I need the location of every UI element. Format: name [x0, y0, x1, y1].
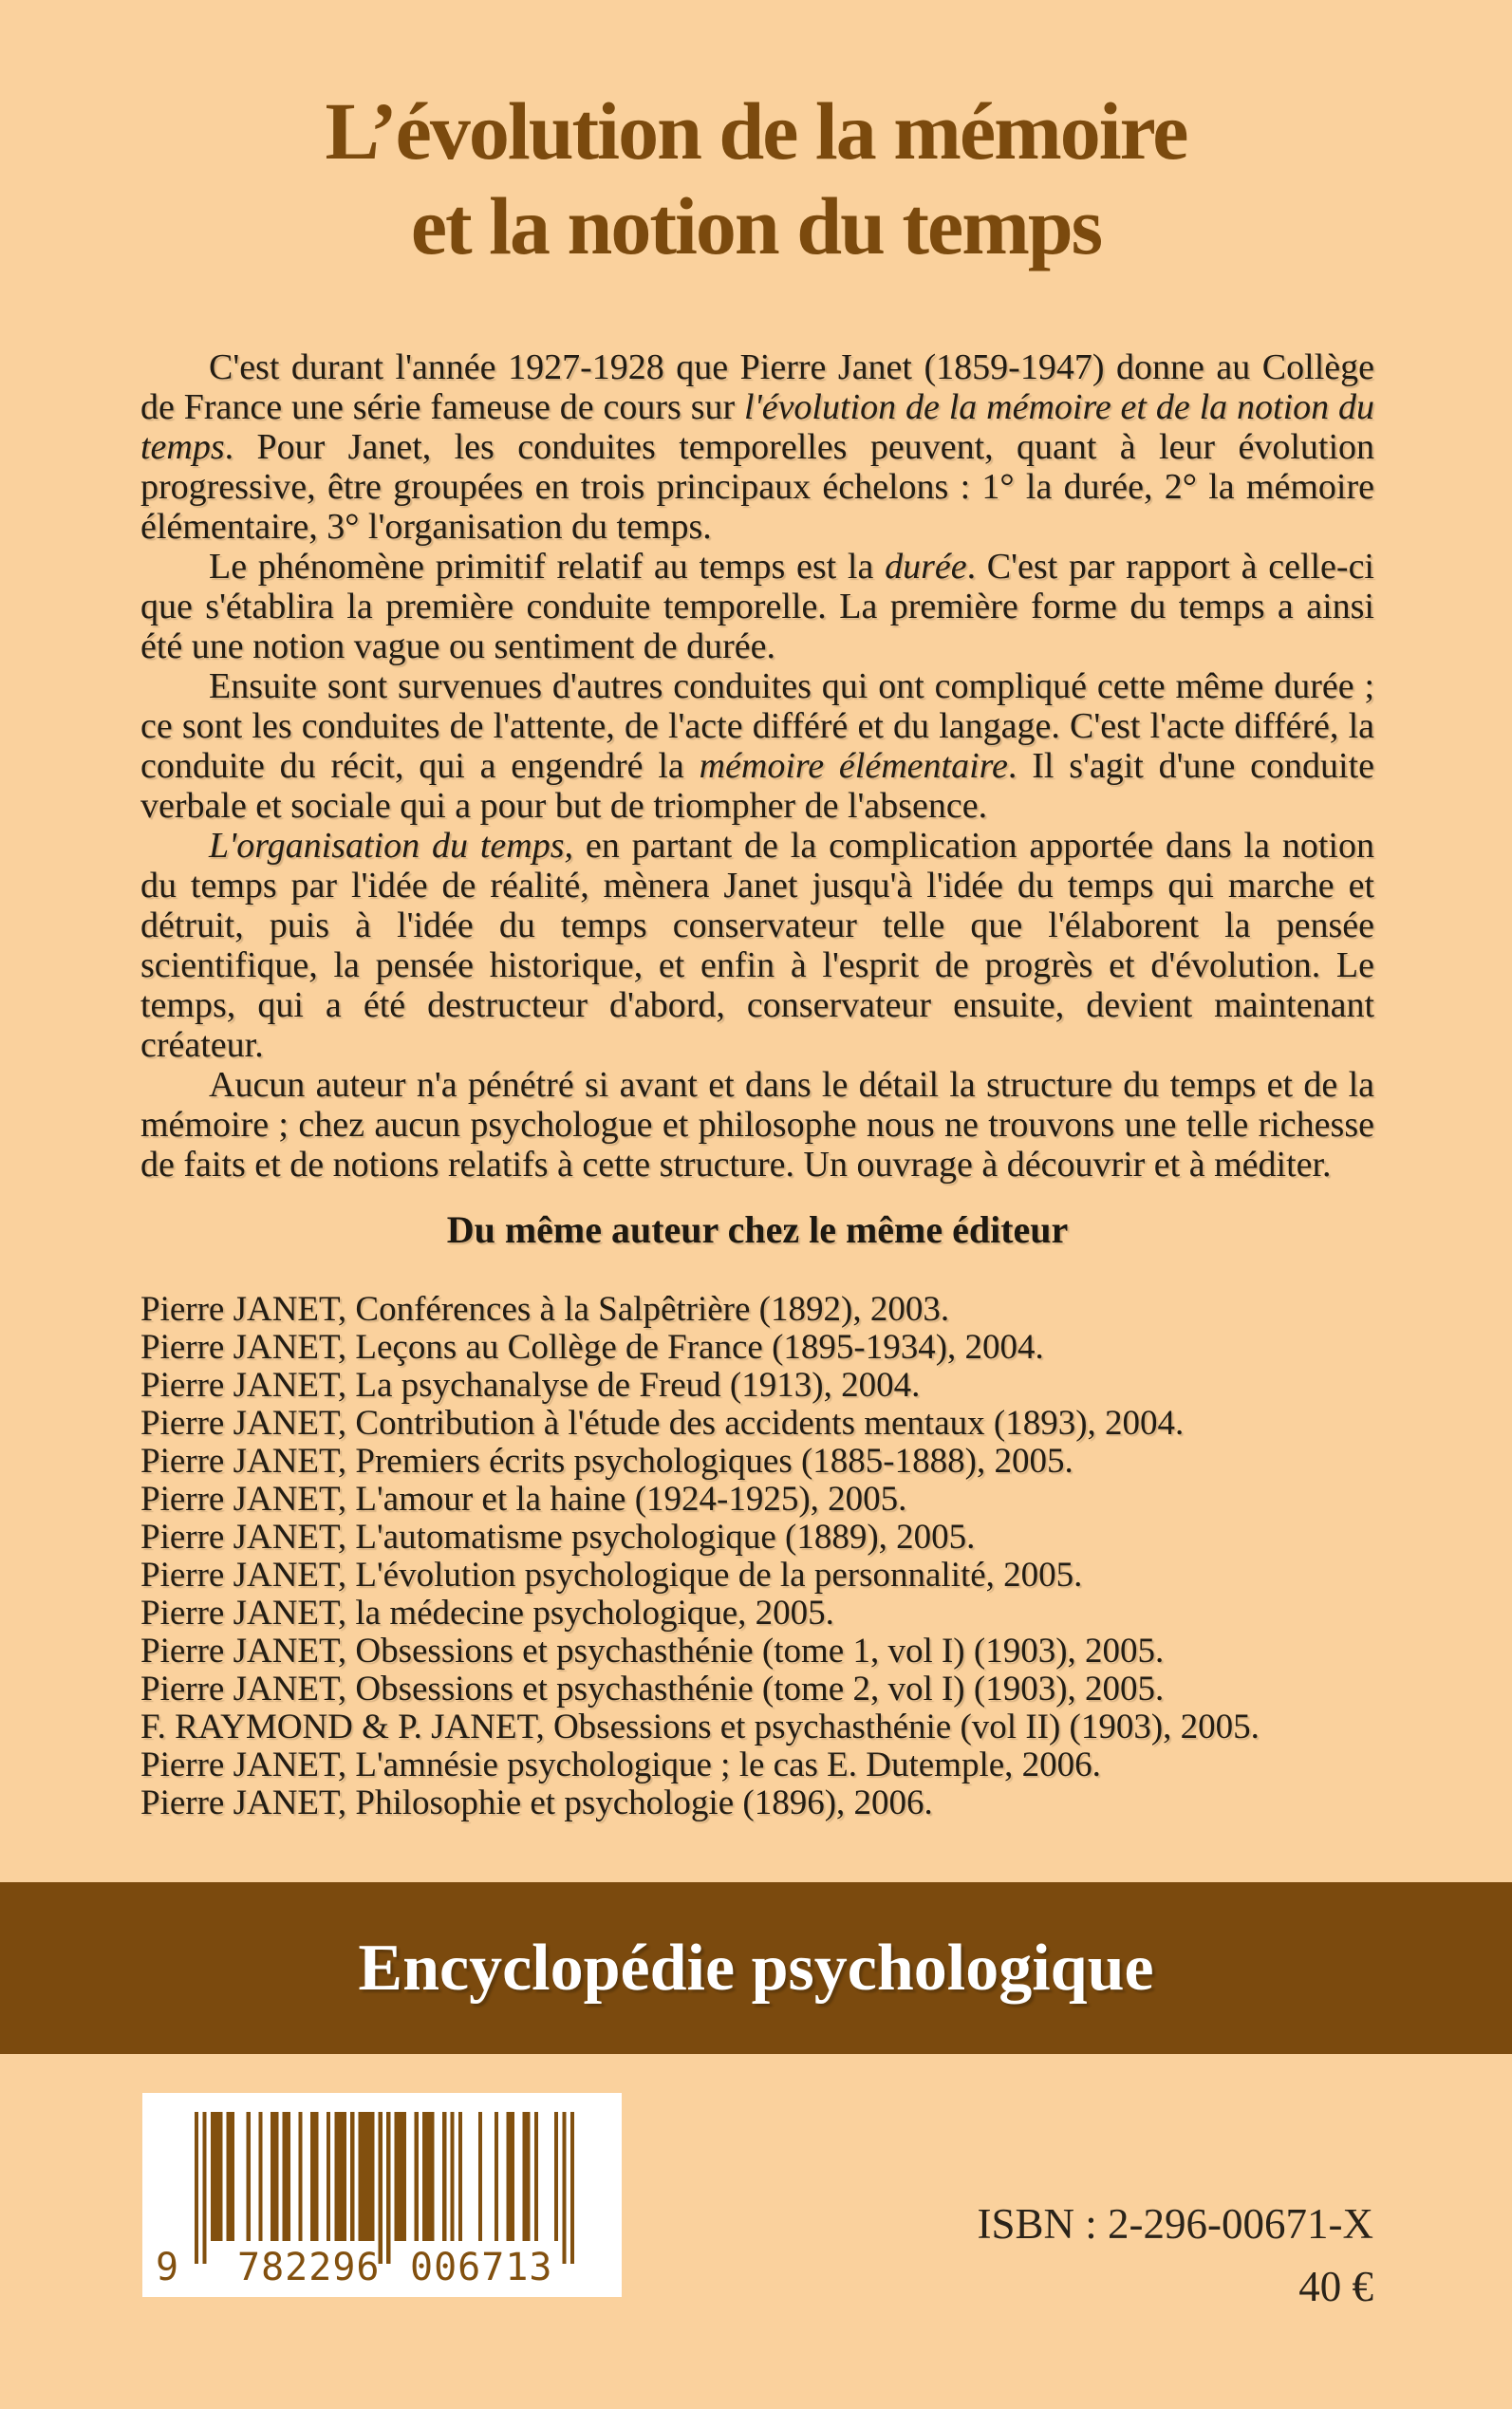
barcode-digit-group: 006713 [410, 2246, 553, 2289]
barcode [142, 2093, 622, 2297]
bibliography-item: Pierre JANET, L'amnésie psychologique ; le cas E. Dutemple, 2006. [140, 1746, 1101, 1784]
description-paragraph: L'organisation du temps, en partant de la complication apportée dans la notion du temps par l'idée de réalité, mènera Janet jusqu'à l'idée du temps qui marche et détruit, puis à l'idée du temps conservateur telle que l'élaborent la pensée scientifique, la pensée historique, et enfin à l'esprit de progrès et d'évolution. Le temps, qui a été destructeur d'abord, conservateur ensuite, devient maintenant créateur. [140, 826, 1374, 1065]
description-paragraph: Aucun auteur n'a pénétré si avant et dans le détail la structure du temps et de la mémoire ; chez aucun psychologue et philosophe nous ne trouvons une telle richesse de faits et de notions relatifs à cette structure. Un ouvrage à découvrir et à méditer. [140, 1065, 1374, 1185]
description-paragraph: Ensuite sont survenues d'autres conduites qui ont compliqué cette même durée ; ce sont les conduites de l'attente, de l'acte différé et du langage. C'est l'acte différé, la conduite du récit, qui a engendré la mémoire élémentaire. Il s'agit d'une conduite verbale et sociale qui a pour but de triompher de l'absence. [140, 666, 1375, 826]
bibliography-item: Pierre JANET, La psychanalyse de Freud (1913), 2004. [140, 1366, 921, 1405]
bibliography-list [140, 1291, 1403, 1822]
book-title-line1: L’évolution de la mémoire [325, 85, 1187, 177]
bibliography-heading: Du même auteur chez le même éditeur [446, 1208, 1069, 1251]
bibliography-item: Pierre JANET, L'amour et la haine (1924-1925), 2005. [140, 1480, 907, 1519]
bibliography-item: Pierre JANET, Contribution à l'étude des accidents mentaux (1893), 2004. [140, 1404, 1185, 1443]
book-title-line2: et la notion du temps [410, 180, 1102, 271]
bibliography-item: Pierre JANET, Obsessions et psychasthénie (tome 2, vol I) (1903), 2005. [140, 1670, 1165, 1709]
bibliography-item: Pierre JANET, la médecine psychologique, 2005. [140, 1594, 834, 1633]
isbn-price-block [978, 2193, 1373, 2318]
book-title [0, 84, 1512, 273]
bibliography-item: Pierre JANET, Philosophie et psychologie (1896), 2006. [140, 1783, 933, 1822]
book-description [140, 347, 1374, 1185]
bibliography-item: Pierre JANET, Leçons au Collège de France (1895-1934), 2004. [140, 1328, 1044, 1367]
price-label: 40 € [1298, 2263, 1373, 2310]
collection-banner-label: Encyclopédie psychologique [358, 1931, 1154, 2005]
collection-banner [0, 1882, 1512, 2054]
bibliography-item: Pierre JANET, L'évolution psychologique de la personnalité, 2005. [140, 1556, 1083, 1595]
description-paragraph: C'est durant l'année 1927-1928 que Pierre Janet (1859-1947) donne au Collège de France une série fameuse de cours sur l'évolution de la mémoire et de la notion du temps. Pour Janet, les conduites temporelles peuvent, quant à leur évolution progressive, être groupées en trois principaux échelons : 1° la durée, 2° la mémoire élémentaire, 3° l'organisation du temps. [140, 347, 1374, 547]
bibliography-item: Pierre JANET, Conférences à la Salpêtrière (1892), 2003. [140, 1290, 950, 1329]
bibliography-item: F. RAYMOND & P. JANET, Obsessions et psychasthénie (vol II) (1903), 2005. [140, 1708, 1260, 1746]
description-paragraph: Le phénomène primitif relatif au temps est la durée. C'est par rapport à celle-ci que s'établira la première conduite temporelle. La première forme du temps a ainsi été une notion vague ou sentiment de durée. [140, 547, 1374, 666]
isbn-number: ISBN : 2-296-00671-X [977, 2200, 1373, 2248]
barcode-digit-group: 9 [156, 2246, 180, 2289]
bibliography-item: Pierre JANET, Obsessions et psychasthénie (tome 1, vol I) (1903), 2005. [140, 1632, 1165, 1671]
barcode-digit-group: 782296 [237, 2246, 381, 2289]
barcode-digits [142, 2093, 622, 2297]
bibliography-item: Pierre JANET, L'automatisme psychologique (1889), 2005. [140, 1518, 976, 1557]
bibliography-item: Pierre JANET, Premiers écrits psychologiques (1885-1888), 2005. [140, 1442, 1073, 1481]
